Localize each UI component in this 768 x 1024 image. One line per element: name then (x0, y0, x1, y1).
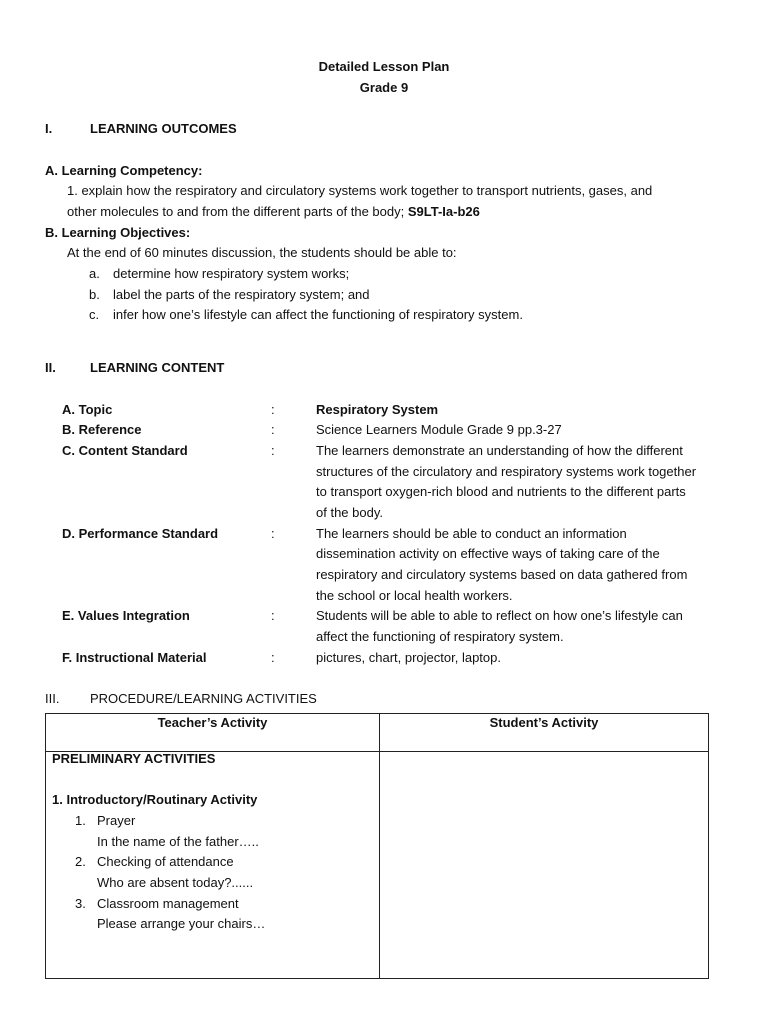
content-row-label: F. Instructional Material (62, 650, 207, 665)
objective-text: infer how one’s lifestyle can affect the functioning of respiratory system. (113, 307, 523, 322)
performance-standard-line: respiratory and circulatory systems based on data gathered from (316, 567, 688, 582)
competency-line-2 (67, 204, 480, 219)
step-detail: Please arrange your chairs… (97, 916, 266, 931)
values-integration-line: affect the functioning of respiratory system. (316, 629, 564, 644)
preliminary-activities-heading: PRELIMINARY ACTIVITIES (52, 751, 216, 766)
content-row-colon: : (271, 608, 275, 623)
section-3-number: III. (45, 691, 60, 706)
learning-competency-label: A. Learning Competency: (45, 163, 203, 178)
content-row-label: B. Reference (62, 422, 142, 437)
content-row-colon: : (271, 443, 275, 458)
table-column-divider (379, 714, 380, 978)
performance-standard-line: The learners should be able to conduct an information (316, 526, 627, 541)
content-row-label: D. Performance Standard (62, 526, 219, 541)
section-1-title: LEARNING OUTCOMES (90, 121, 237, 136)
learning-objectives-label: B. Learning Objectives: (45, 225, 191, 240)
objective-marker: c. (89, 307, 100, 322)
step-title: Classroom management (97, 896, 239, 911)
step-marker: 1. (75, 813, 86, 828)
objective-marker: a. (89, 266, 100, 281)
objective-text: determine how respiratory system works; (113, 266, 350, 281)
step-marker: 2. (75, 854, 86, 869)
section-3-title: PROCEDURE/LEARNING ACTIVITIES (90, 691, 317, 706)
student-activity-header: Student’s Activity (489, 715, 599, 730)
values-integration-line: Students will be able to able to reflect on how one’s lifestyle can (316, 608, 683, 623)
objective-marker: b. (89, 287, 100, 302)
content-standard-line: of the body. (316, 505, 383, 520)
content-standard-line: to transport oxygen-rich blood and nutrients to the different parts (316, 484, 686, 499)
activities-table (45, 713, 709, 979)
performance-standard-line: dissemination activity on effective ways of taking care of the (316, 546, 660, 561)
reference-value: Science Learners Module Grade 9 pp.3-27 (316, 422, 562, 437)
objectives-intro: At the end of 60 minutes discussion, the students should be able to: (67, 245, 457, 260)
content-row-colon: : (271, 650, 275, 665)
grade-label: Grade 9 (359, 80, 409, 95)
content-standard-line: The learners demonstrate an understanding of how the different (316, 443, 683, 458)
teacher-activity-header: Teacher’s Activity (157, 715, 268, 730)
content-row-colon: : (271, 526, 275, 541)
introductory-activity-heading: 1. Introductory/Routinary Activity (52, 792, 258, 807)
performance-standard-line: the school or local health workers. (316, 588, 513, 603)
section-1-number: I. (45, 121, 53, 136)
section-2-number: II. (45, 360, 56, 375)
content-row-label: A. Topic (62, 402, 113, 417)
content-row-label: E. Values Integration (62, 608, 190, 623)
step-title: Prayer (97, 813, 136, 828)
content-row-colon: : (271, 422, 275, 437)
section-2-title: LEARNING CONTENT (90, 360, 225, 375)
document-title: Detailed Lesson Plan (318, 59, 450, 74)
competency-code: S9LT-Ia-b26 (407, 204, 480, 219)
content-row-colon: : (271, 402, 275, 417)
step-detail: In the name of the father….. (97, 834, 259, 849)
topic-value: Respiratory System (316, 402, 439, 417)
competency-text: other molecules to and from the different parts of the body; (67, 204, 405, 219)
objective-text: label the parts of the respiratory system; and (113, 287, 370, 302)
step-detail: Who are absent today?...... (97, 875, 254, 890)
instructional-material-value: pictures, chart, projector, laptop. (316, 650, 501, 665)
content-row-label: C. Content Standard (62, 443, 188, 458)
competency-line-1: 1. explain how the respiratory and circulatory systems work together to transport nutrients, gases, and (67, 183, 653, 198)
content-standard-line: structures of the circulatory and respiratory systems work together (316, 464, 697, 479)
step-marker: 3. (75, 896, 86, 911)
step-title: Checking of attendance (97, 854, 234, 869)
